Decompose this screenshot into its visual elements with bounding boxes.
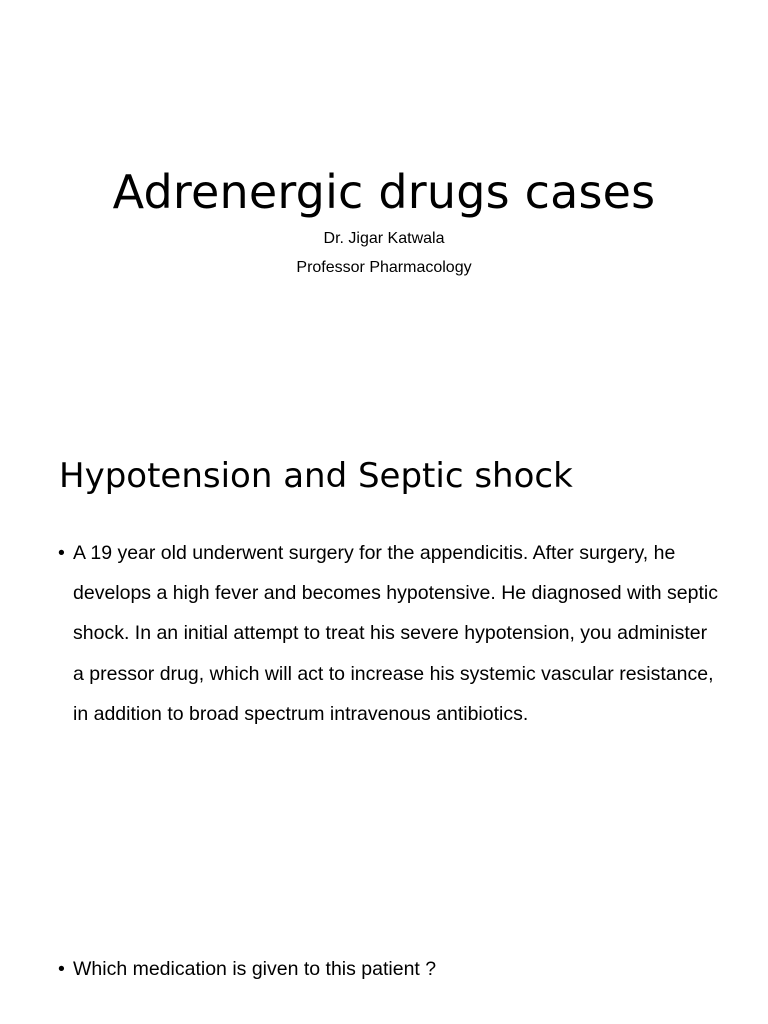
case-description-text: A 19 year old underwent surgery for the appendicitis. After surgery, he develops a high fever and becomes hypotensive. He diagnosed with septic shock. In an initial attempt to treat his severe hypotension, you administer a pressor drug, which will act to increase his systemic vascular resistance, in addition to broad spectrum intravenous antibiotics. <box>73 542 718 725</box>
slide-title: Adrenergic drugs cases <box>112 165 656 219</box>
author-name: Dr. Jigar Katwala <box>323 230 445 247</box>
title-slide <box>0 0 768 330</box>
bullet-marker: • <box>58 542 65 564</box>
content-slide <box>0 440 768 1024</box>
bullet-marker: • <box>58 958 65 980</box>
question-text: Which medication is given to this patient ? <box>73 958 437 980</box>
author-role: Professor Pharmacology <box>296 259 472 276</box>
section-heading: Hypotension and Septic shock <box>59 456 573 496</box>
question-bullet <box>58 949 718 989</box>
case-description-bullet <box>58 533 718 734</box>
